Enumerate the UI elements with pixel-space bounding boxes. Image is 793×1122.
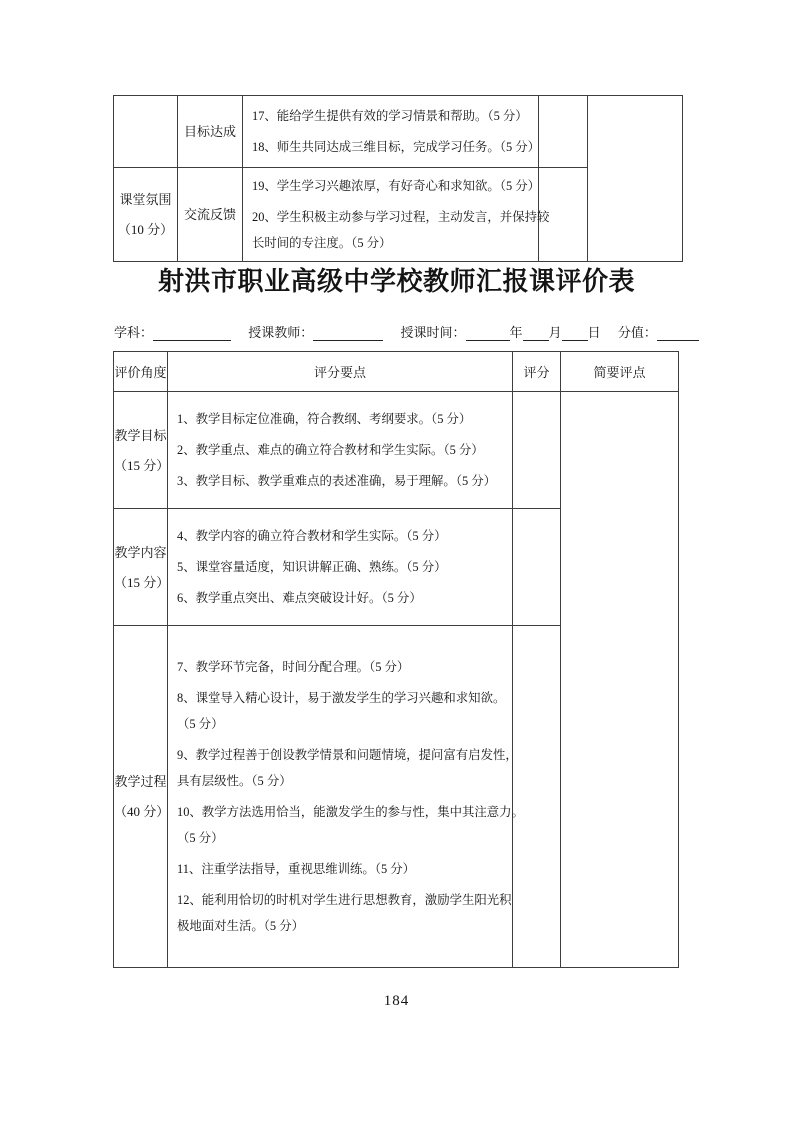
criteria-cell [243,168,550,262]
day-blank [562,328,588,341]
category-cell-teaching-content [114,509,168,626]
category-points: （15 分） [114,574,170,590]
time-label: 授课时间： [400,325,466,340]
subject-label: 学科： [114,325,154,340]
criterion-text: 5、课堂容量适度，知识讲解正确、熟练。（5 分） [177,560,447,574]
subcategory-cell-goal-achievement [178,96,243,168]
criterion-text: 长时间的专注度。（5 分） [252,236,392,250]
criterion-item [252,173,541,199]
category-points: （10 分） [117,222,174,237]
score-field [618,325,699,340]
table-row [114,96,683,168]
score-blank [657,328,699,341]
year-blank [466,328,510,341]
day-suffix: 日 [587,325,601,340]
criterion-item [177,554,510,580]
score-cell [513,626,561,968]
teacher-field [248,325,383,340]
criterion-text: 4、教学内容的确立符合教材和学生实际。（5 分） [177,529,447,543]
criterion-item [252,204,550,256]
criterion-item [177,742,518,794]
category-label: 教学目标 [114,427,167,443]
criterion-text: 6、教学重点突出、难点突破设计好。（5 分） [177,591,422,605]
criteria-cell [168,626,524,968]
category-label: 教学内容 [114,544,167,560]
category-cell-teaching-goals [114,392,168,509]
criteria-cell [243,96,539,168]
teacher-label: 授课教师： [248,325,314,340]
header-row [114,352,679,392]
criterion-item [177,437,510,463]
criterion-item [177,406,510,432]
category-cell-empty [114,96,178,168]
header-score: 评分 [513,352,561,392]
category-points: （15 分） [114,457,170,473]
criterion-item [177,523,510,549]
evaluation-table [113,351,679,968]
category-label: 教学过程 [114,774,167,789]
criterion-text: 12、能利用恰切的时机对学生进行思想教育，激励学生阳光积 [177,893,512,907]
criterion-text: （5 分） [177,831,224,845]
criterion-text: 20、学生积极主动参与学习过程，主动发言，并保持较 [252,210,550,224]
subcategory-label: 目标达成 [183,124,236,139]
comments-cell [588,96,683,262]
criterion-text: 19、学生学习兴趣浓厚，有好奇心和求知欲。（5 分） [252,179,541,193]
criterion-text: 8、课堂导入精心设计，易于激发学生的学习兴趣和求知欲。 [177,691,506,705]
criterion-item [177,856,510,882]
criterion-text: 具有层级性。（5 分） [177,774,292,788]
criterion-text: 9、教学过程善于创设教学情景和问题情境，提问富有启发性， [177,748,518,762]
subject-blank [153,328,231,341]
criterion-text: 18、师生共同达成三维目标，完成学习任务。（5 分） [252,140,541,154]
criterion-text: 2、教学重点、难点的确立符合教材和学生实际。（5 分） [177,443,484,457]
page-title: 射洪市职业高级中学校教师汇报课评价表 [157,267,635,296]
month-blank [523,328,549,341]
criterion-item [177,654,510,680]
category-label: 课堂氛围 [119,192,172,207]
criterion-text: 10、教学方法选用恰当，能激发学生的参与性，集中其注意力。 [177,805,524,819]
subcategory-cell-feedback [178,168,243,262]
score-cell [513,509,561,626]
year-suffix: 年 [509,325,523,340]
header-points: 评分要点 [168,352,513,392]
criterion-text: 7、教学环节完备，时间分配合理。（5 分） [177,660,410,674]
criterion-text: 11、注重学法指导，重视思维训练。（5 分） [177,862,416,876]
criterion-item [177,468,510,494]
header-angle: 评价角度 [114,352,168,392]
criterion-text: （5 分） [177,717,224,731]
criteria-cell [168,392,513,509]
score-label: 分值： [617,325,657,340]
criteria-cell [168,509,513,626]
criterion-text: 1、教学目标定位准确，符合教纲、考纲要求。（5 分） [177,412,472,426]
criterion-item [177,585,510,611]
page-number: 184 [383,993,410,1009]
criterion-text: 极地面对生活。（5 分） [177,919,304,933]
subcategory-label: 交流反馈 [183,207,236,222]
table-row [114,392,679,509]
criterion-item [252,103,536,129]
score-cell [513,392,561,509]
criterion-item [252,134,541,160]
category-points: （40 分） [114,804,170,819]
subject-field [114,325,231,340]
category-cell-teaching-process [114,626,168,968]
criterion-text: 17、能给学生提供有效的学习情景和帮助。（5 分） [252,109,528,123]
criterion-item [177,685,510,737]
form-fields-line [114,322,684,341]
time-field [401,325,601,340]
score-cell [539,96,588,168]
month-suffix: 月 [548,325,562,340]
criterion-text: 3、教学目标、教学重难点的表述准确，易于理解。（5 分） [177,474,497,488]
continuation-table [113,95,683,262]
category-cell-classroom-atmosphere [114,168,178,262]
criterion-item [177,799,524,851]
criterion-item [177,887,510,939]
comments-cell [561,392,679,968]
header-comments: 简要评点 [561,352,679,392]
teacher-blank [313,328,383,341]
